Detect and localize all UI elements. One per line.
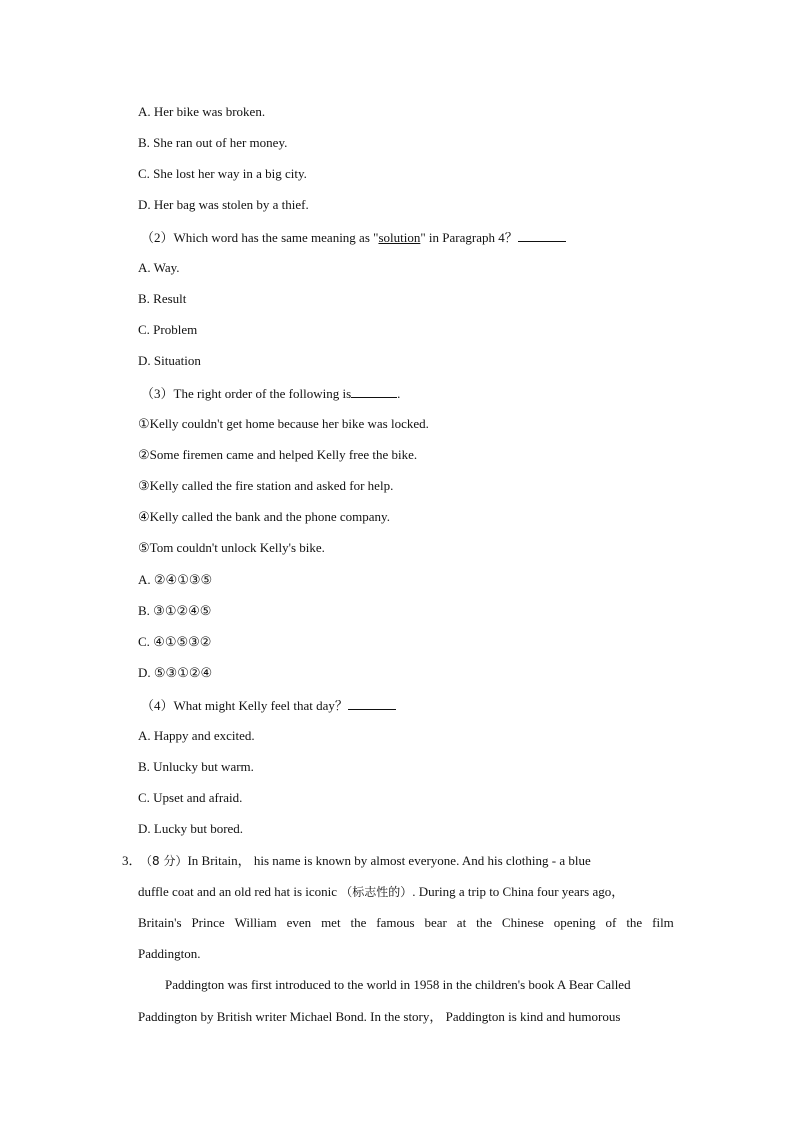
passage-3-line-3-word: Prince	[191, 915, 225, 930]
q1-option-c: C. She lost her way in a big city.	[138, 166, 307, 181]
passage-3-line-2	[138, 884, 624, 900]
q2-stem	[141, 229, 566, 246]
q3-option-c: C. ④①⑤③②	[138, 634, 212, 649]
question-3-number: 3．	[122, 853, 142, 868]
q2-option-b: B. Result	[138, 291, 187, 306]
q2-answer-blank	[518, 229, 566, 242]
q3-statement-3: ③Kelly called the fire station and asked for help.	[138, 478, 394, 493]
passage-3-line-3-word: Britain's	[138, 915, 182, 930]
q1-option-b: B. She ran out of her money.	[138, 135, 288, 150]
q1-option-a: A. Her bike was broken.	[138, 104, 266, 119]
passage-3-line-3-word: William	[234, 915, 277, 930]
passage-3-line-1	[140, 853, 591, 869]
q4-answer-blank	[348, 697, 396, 710]
q4-option-d: D. Lucky but bored.	[138, 821, 244, 836]
q3-stem	[141, 385, 400, 402]
q4-stem-text: （4）What might Kelly feel that day？	[141, 698, 348, 713]
q3-statement-4: ④Kelly called the bank and the phone company.	[138, 509, 390, 524]
passage-3-line-3-word: of	[605, 915, 617, 930]
passage-3-line-3-word: opening	[553, 915, 596, 930]
q3-statement-5: ⑤Tom couldn't unlock Kelly's bike.	[138, 540, 325, 555]
q3-stem-text: （3）The right order of the following is	[141, 386, 352, 401]
q4-stem	[141, 697, 396, 714]
q2-option-d: D. Situation	[138, 353, 201, 368]
passage-3-line-3-word: the	[350, 915, 367, 930]
q3-option-a: A. ②④①③⑤	[138, 572, 213, 587]
passage-3-line-2-a: duffle coat and an old red hat is iconic	[138, 884, 341, 899]
q1-option-d: D. Her bag was stolen by a thief.	[138, 197, 309, 212]
q2-keyword: solution	[378, 230, 421, 245]
q3-option-d: D. ⑤③①②④	[138, 665, 213, 680]
q2-stem-prefix: （2）Which word has the same meaning as "	[141, 230, 379, 245]
passage-3-line-3-word: famous	[376, 915, 415, 930]
passage-3-line-3-word: Chinese	[501, 915, 544, 930]
passage-3-line-4: Paddington.	[138, 946, 201, 961]
q3-statement-1: ①Kelly couldn't get home because her bike was locked.	[138, 416, 429, 431]
q3-option-b: B. ③①②④⑤	[138, 603, 212, 618]
passage-3-para-2-line-2: Paddington by British writer Michael Bond. In the story， Paddington is kind and humorous	[138, 1009, 621, 1024]
passage-3-line-2-b: . During a trip to China four years ago，	[412, 884, 625, 899]
passage-3-line-3-word: even	[286, 915, 312, 930]
passage-3-para-2-line-1: Paddington was first introduced to the world in 1958 in the children's book A Bear Called	[165, 977, 631, 992]
passage-3-line-3-word: met	[321, 915, 341, 930]
q3-statement-2: ②Some firemen came and helped Kelly free the bike.	[138, 447, 418, 462]
question-3-score: （8 分）	[140, 854, 188, 868]
q2-stem-suffix: " in Paragraph 4？	[420, 230, 518, 245]
passage-3-line-3-word: at	[456, 915, 467, 930]
passage-3-line-3-word: bear	[424, 915, 447, 930]
q3-answer-blank	[351, 385, 397, 398]
passage-3-line-1-text: In Britain， his name is known by almost everyone. And his clothing - a blue	[187, 853, 591, 868]
passage-3-line-3	[138, 915, 674, 931]
q4-option-b: B. Unlucky but warm.	[138, 759, 254, 774]
q3-stem-end: .	[397, 386, 401, 401]
q4-option-c: C. Upset and afraid.	[138, 790, 243, 805]
q2-option-c: C. Problem	[138, 322, 198, 337]
passage-3-line-3-word: the	[476, 915, 492, 930]
q2-option-a: A. Way.	[138, 260, 180, 275]
passage-3-gloss: （标志性的）	[340, 885, 413, 899]
passage-3-line-3-word: film	[652, 915, 674, 930]
q4-option-a: A. Happy and excited.	[138, 728, 255, 743]
passage-3-line-3-word: the	[626, 915, 643, 930]
